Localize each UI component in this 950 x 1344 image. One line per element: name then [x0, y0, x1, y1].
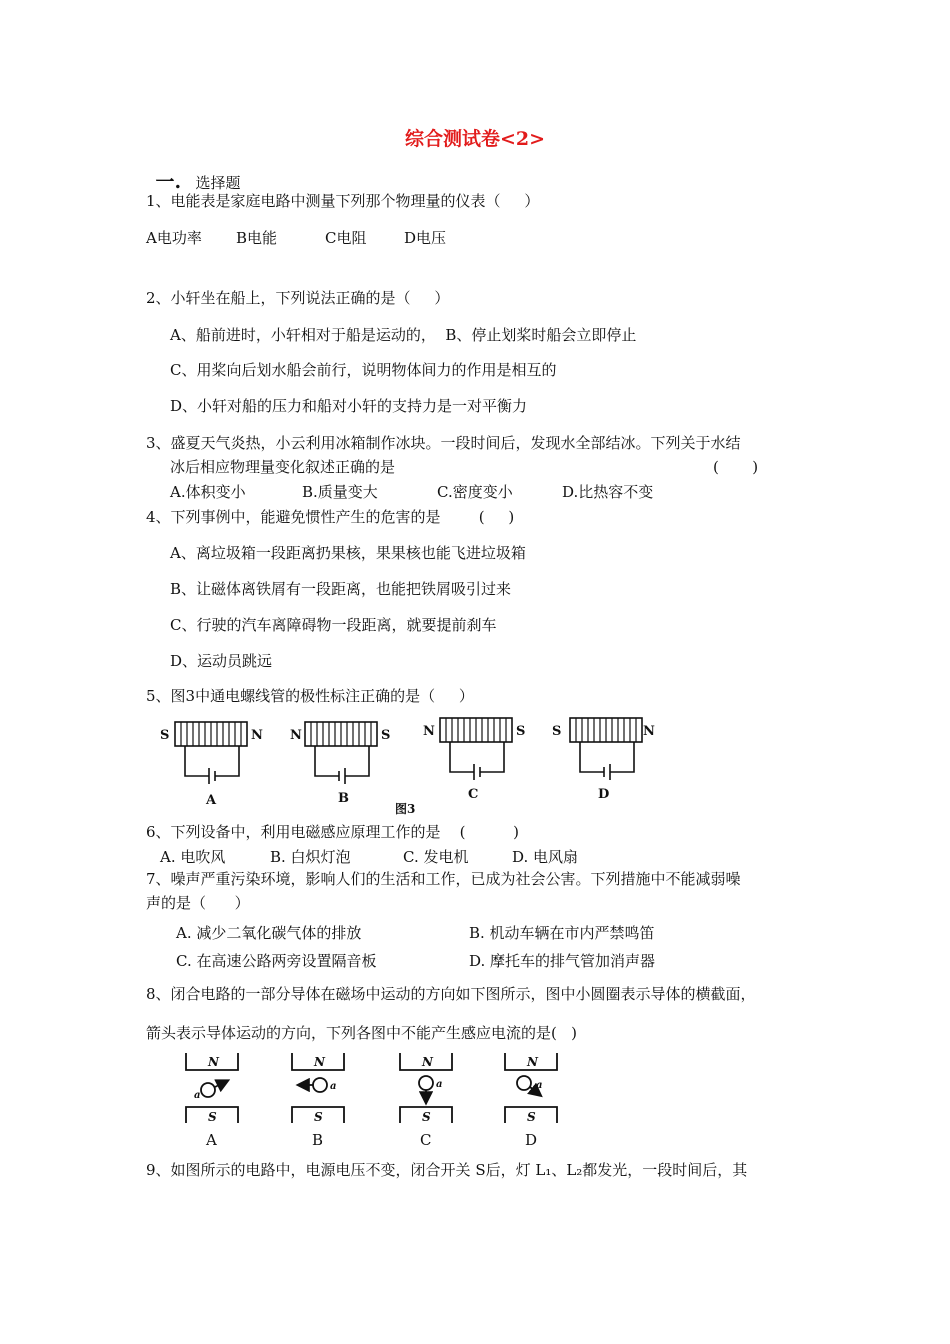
q8-stem-line2: 箭头表示导体运动的方向，下列各图中不能产生感应电流的是( ) [146, 1024, 578, 1042]
q7-stem-line2: 声的是（ ） [146, 894, 250, 912]
solenoid-b-left-pole: N [290, 728, 302, 743]
conductor-b-label: a [330, 1081, 337, 1092]
q3-option-b: B.质量变大 [302, 483, 378, 501]
solenoid-d-right-pole: N [643, 724, 655, 739]
q4-option-c: C、行驶的汽车离障碍物一段距离，就要提前刹车 [170, 616, 497, 634]
q2-stem: 2、小轩坐在船上，下列说法正确的是（ ） [146, 289, 450, 307]
solenoid-c-right-pole: S [516, 724, 526, 739]
q3-option-d: D.比热容不变 [562, 483, 654, 501]
conductor-d-label: a [536, 1080, 543, 1091]
magnet-c-north: N [422, 1055, 433, 1069]
solenoid-a-left-pole: S [160, 728, 170, 743]
q7-option-b: B. 机动车辆在市内严禁鸣笛 [469, 924, 655, 942]
section-label: 选择题 [195, 174, 241, 192]
solenoid-b-right-pole: S [381, 728, 391, 743]
q2-option-a: A、船前进时，小轩相对于船是运动的， B、停止划桨时船会立即停止 [170, 326, 637, 344]
q6-option-d: D. 电风扇 [512, 848, 579, 866]
q7-option-d: D. 摩托车的排气管加消声器 [469, 952, 656, 970]
q4-stem: 4、下列事例中，能避免惯性产生的危害的是 ( ) [146, 508, 515, 526]
solenoid-figure [155, 712, 665, 817]
q3-option-c: C.密度变小 [437, 483, 513, 501]
magnet-c-south: S [422, 1110, 431, 1124]
figure-3-caption: 图3 [395, 802, 416, 816]
solenoid-c-label: C [468, 787, 479, 802]
magnet-b-south: S [314, 1110, 323, 1124]
q4-option-a: A、离垃圾箱一段距离扔果核，果果核也能飞进垃圾箱 [170, 544, 526, 562]
conductor-c-label: a [436, 1079, 443, 1090]
magnet-d-panel-label: D [525, 1131, 538, 1149]
magnet-d-north: N [527, 1055, 538, 1069]
q7-option-c: C. 在高速公路两旁设置隔音板 [176, 952, 377, 970]
q8-stem-line1: 8、闭合电路的一部分导体在磁场中运动的方向如下图所示，图中小圆圈表示导体的横截面， [146, 985, 756, 1003]
magnet-d-south: S [527, 1110, 536, 1124]
q7-option-a: A. 减少二氧化碳气体的排放 [176, 924, 362, 942]
section-number: 一. [155, 171, 182, 193]
solenoid-panel-c [440, 718, 512, 780]
page-title: 综合测试卷<2> [404, 128, 546, 150]
conductor-a-label: a [194, 1090, 201, 1101]
magnet-c-panel-label: C [420, 1131, 432, 1149]
solenoid-panel-a [175, 722, 247, 784]
magnet-figure [180, 1053, 580, 1153]
q3-stem-line1: 3、盛夏天气炎热，小云利用冰箱制作冰块。一段时间后，发现水全部结冰。下列关于水结 [146, 434, 741, 452]
q7-stem-line1: 7、噪声严重污染环境，影响人们的生活和工作，已成为社会公害。下列措施中不能减弱噪 [146, 870, 741, 888]
magnet-b-north: N [314, 1055, 325, 1069]
q6-stem: 6、下列设备中，利用电磁感应原理工作的是 ( ) [146, 823, 520, 841]
magnet-b-panel-label: B [312, 1131, 324, 1149]
solenoid-d-label: D [598, 787, 610, 802]
q1-option-a: A电功率 [146, 229, 202, 247]
solenoid-a-right-pole: N [251, 728, 263, 743]
magnet-a-north: N [208, 1055, 219, 1069]
q6-option-c: C. 发电机 [403, 848, 469, 866]
solenoid-panel-d [570, 718, 642, 780]
q1-stem: 1、电能表是家庭电路中测量下列那个物理量的仪表（ ） [146, 192, 540, 210]
q4-option-d: D、运动员跳远 [170, 652, 273, 670]
section-heading [146, 152, 241, 193]
solenoid-b-label: B [338, 791, 349, 806]
solenoid-a-label: A [206, 793, 217, 808]
solenoid-c-left-pole: N [423, 724, 435, 739]
q2-option-c: C、用桨向后划水船会前行，说明物体间力的作用是相互的 [170, 361, 557, 379]
magnet-figure-svg [180, 1053, 580, 1153]
q1-option-d: D电压 [404, 229, 447, 247]
q1-option-c: C电阻 [325, 229, 367, 247]
q9-stem: 9、如图所示的电路中，电源电压不变，闭合开关 S后，灯 L₁、L₂都发光，一段时间后，其 [146, 1161, 748, 1179]
solenoid-panel-b [305, 722, 377, 784]
q3-answer-paren: ( ) [713, 458, 759, 476]
q1-option-b: B电能 [236, 229, 278, 247]
solenoid-d-left-pole: S [552, 724, 562, 739]
q6-option-a: A. 电吹风 [160, 848, 226, 866]
solenoid-figure-svg [155, 712, 665, 817]
q2-option-d: D、小轩对船的压力和船对小轩的支持力是一对平衡力 [170, 397, 528, 415]
q5-stem: 5、图3中通电螺线管的极性标注正确的是（ ） [146, 687, 474, 705]
q3-option-a: A.体积变小 [170, 483, 246, 501]
q3-stem-line2: 冰后相应物理量变化叙述正确的是 [170, 458, 396, 476]
magnet-a-south: S [208, 1110, 217, 1124]
q4-option-b: B、让磁体离铁屑有一段距离，也能把铁屑吸引过来 [170, 580, 512, 598]
magnet-a-panel-label: A [206, 1131, 217, 1149]
q6-option-b: B. 白炽灯泡 [270, 848, 351, 866]
